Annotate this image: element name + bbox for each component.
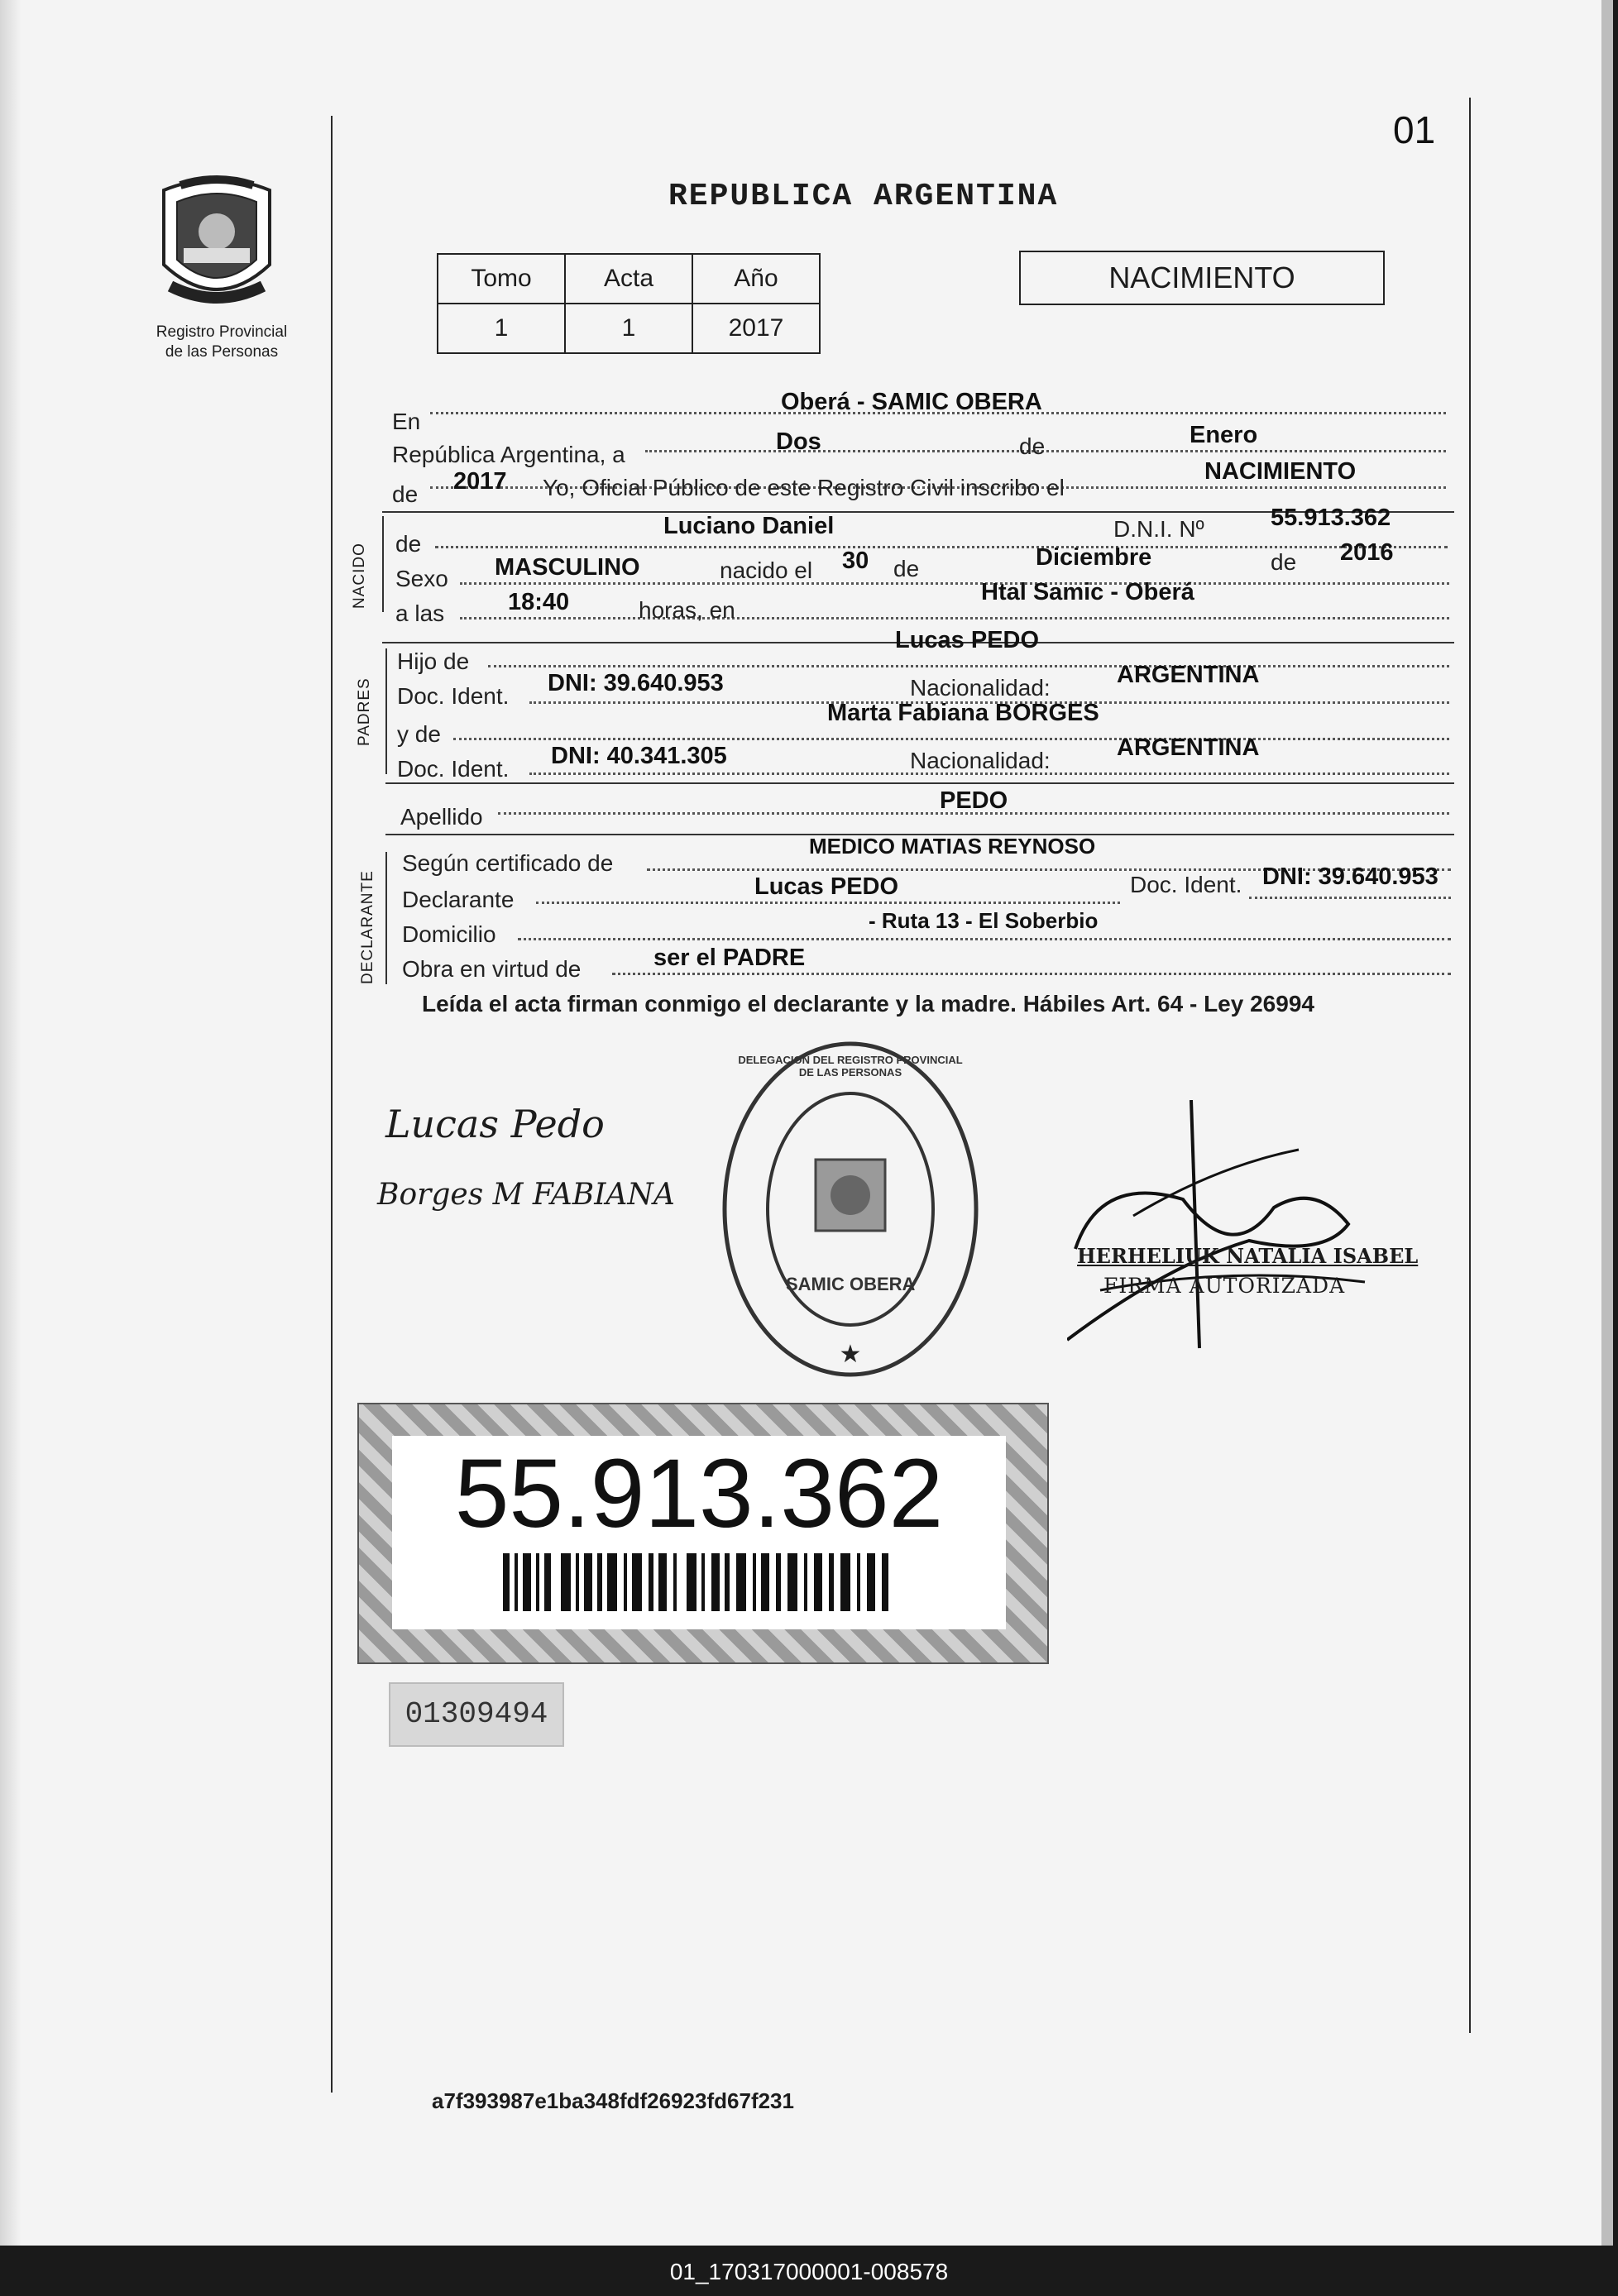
cert-label: Según certificado de [402, 850, 614, 876]
page-number: 01 [1393, 108, 1436, 151]
mother-nac-label: Nacionalidad: [910, 748, 1051, 773]
father-nac-value: ARGENTINA [1117, 662, 1260, 688]
stamp-ring-text: DELEGACION DEL REGISTRO PROVINCIAL DE LAS PERSONAS [738, 1054, 963, 1079]
birth-time-value: 18:40 [508, 589, 570, 615]
declarant-signature: Lucas Pedo [385, 1102, 605, 1146]
dotted-line [435, 546, 1448, 548]
dotted-line [518, 938, 1451, 940]
padres-section-label: PADRES [356, 677, 373, 746]
day-value: Dos [776, 428, 821, 455]
declarante-doc-value: DNI: 39.640.953 [1262, 863, 1438, 890]
mother-doc-value: DNI: 40.341.305 [551, 743, 727, 769]
republica-label: República Argentina, a [392, 442, 625, 467]
de-year2-label: de [1271, 549, 1297, 575]
domicilio-label: Domicilio [402, 921, 496, 947]
official-stamp-icon [718, 1036, 983, 1383]
tomo-header: Tomo [438, 254, 565, 304]
de-label: de [1019, 433, 1046, 459]
mother-doc-label: Doc. Ident. [397, 756, 510, 782]
anio-header: Año [692, 254, 820, 304]
registry-label [139, 323, 304, 362]
sexo-value: MASCULINO [495, 554, 640, 581]
document-title: REPUBLICA ARGENTINA [668, 179, 1059, 214]
obra-label: Obra en virtud de [402, 956, 582, 982]
de-year-label: de [392, 481, 419, 507]
year-value: 2017 [453, 468, 507, 495]
dotted-line [488, 665, 1449, 667]
birth-place-value: Htal Samic - Oberá [981, 579, 1194, 605]
registry-label-line2: de las Personas [165, 343, 279, 361]
declarante-bracket [385, 852, 387, 984]
dotted-line [536, 902, 1120, 904]
dotted-line [1249, 897, 1451, 899]
file-caption: 01_170317000001-008578 [669, 2259, 949, 2284]
declarante-doc-label: Doc. Ident. [1130, 872, 1242, 897]
anio-value: 2017 [692, 304, 820, 353]
declarante-section-label: DECLARANTE [359, 870, 376, 984]
act-value: NACIMIENTO [1204, 458, 1357, 485]
barcode-icon [503, 1553, 892, 1611]
horas-label: horas, en [639, 597, 735, 623]
closing-statement: Leída el acta firman conmigo el declarante y la madre. Hábiles Art. 64 - Ley 26994 [422, 991, 1314, 1016]
acta-value: 1 [565, 304, 692, 353]
father-doc-value: DNI: 39.640.953 [548, 670, 724, 696]
dotted-line [645, 450, 1446, 452]
acta-header: Acta [565, 254, 692, 304]
declarante-label: Declarante [402, 887, 515, 912]
nacido-el-label: nacido el [720, 557, 813, 583]
officer-text: Yo, Oficial Público de este Registro Civil inscribo el [543, 475, 1065, 500]
mother-nac-value: ARGENTINA [1117, 734, 1260, 761]
tomo-value: 1 [438, 304, 565, 353]
a-las-label: a las [395, 600, 445, 626]
document-hash: a7f393987e1ba348fdf26923fd67f231 [432, 2088, 794, 2113]
record-type-box: NACIMIENTO [1019, 251, 1385, 305]
dotted-line [460, 582, 1449, 585]
stamp-inner-text: SAMIC OBERA [786, 1274, 916, 1294]
de-name-label: de [395, 531, 422, 557]
declarante-name-value: Lucas PEDO [754, 873, 899, 900]
sexo-label: Sexo [395, 566, 448, 591]
apellido-value: PEDO [940, 787, 1008, 814]
paper-edge-shadow [0, 0, 22, 2246]
dni-sticker [392, 1436, 1006, 1629]
y-de-label: y de [397, 721, 441, 747]
mother-name-value: Marta Fabiana BORGES [827, 700, 1099, 726]
nacido-section-label: NACIDO [351, 543, 368, 609]
padres-bracket [385, 648, 387, 774]
dni-label: D.N.I. Nº [1113, 516, 1204, 542]
serial-number: 01309494 [389, 1682, 564, 1747]
birth-month-value: Diciembre [1036, 544, 1152, 571]
de-month-label: de [893, 556, 920, 581]
place-value: Oberá - SAMIC OBERA [781, 389, 1042, 415]
svg-text:★: ★ [839, 1341, 862, 1368]
domicilio-value: - Ruta 13 - El Soberbio [869, 908, 1099, 933]
province-crest-icon [156, 174, 278, 313]
registry-label-line1: Registro Provincial [156, 323, 288, 341]
obra-value: ser el PADRE [653, 945, 806, 971]
dotted-line [453, 738, 1449, 740]
birth-day-value: 30 [842, 548, 869, 574]
authorized-signature-label: FIRMA AUTORIZADA [1103, 1274, 1346, 1298]
month-value: Enero [1190, 422, 1258, 448]
father-name-value: Lucas PEDO [895, 627, 1040, 653]
father-doc-label: Doc. Ident. [397, 683, 510, 709]
nacido-bracket [382, 516, 384, 612]
record-table [437, 253, 821, 354]
child-name-value: Luciano Daniel [663, 513, 835, 539]
section-divider [385, 782, 1454, 784]
dotted-line [460, 617, 1449, 619]
dotted-line [612, 973, 1451, 975]
en-label: En [392, 409, 421, 434]
child-dni-value: 55.913.362 [1271, 505, 1391, 531]
right-margin-rule [1469, 98, 1471, 2033]
left-margin-rule [331, 116, 333, 2093]
hijo-de-label: Hijo de [397, 648, 470, 674]
father-nac-label: Nacionalidad: [910, 675, 1051, 701]
dni-number: 55.913.362 [454, 1439, 944, 1548]
cert-value: MEDICO MATIAS REYNOSO [809, 834, 1096, 859]
mother-signature: Borges M FABIANA [377, 1178, 675, 1212]
birth-year-value: 2016 [1340, 539, 1394, 566]
apellido-label: Apellido [400, 804, 483, 830]
officer-name: HERHELIUK NATALIA ISABEL [1077, 1244, 1419, 1268]
